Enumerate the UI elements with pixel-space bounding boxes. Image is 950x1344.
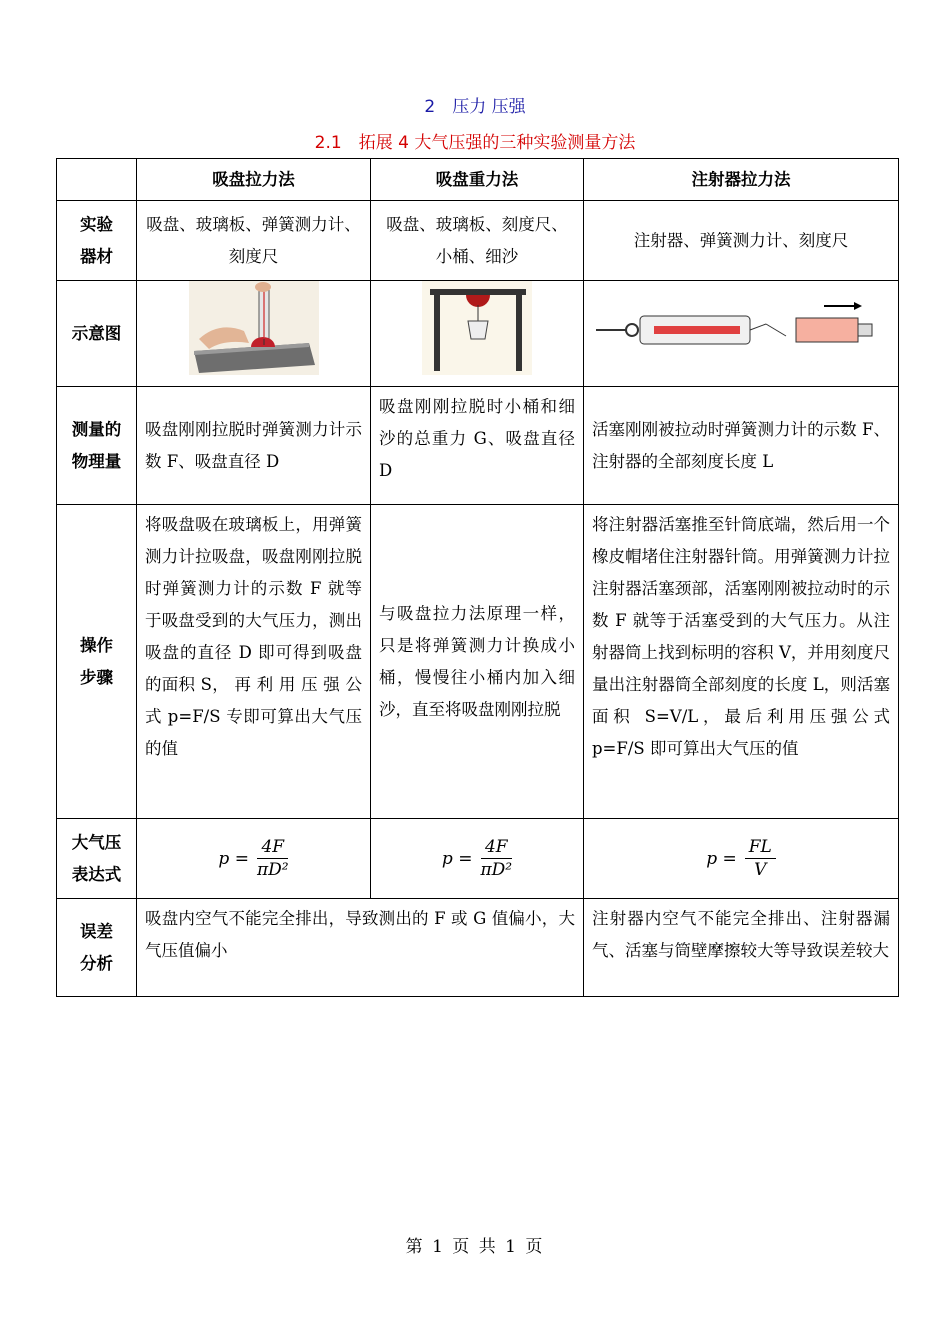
methods-table bbox=[56, 158, 899, 997]
suction-pull-illustration bbox=[189, 281, 319, 375]
equipment-syringe: 注射器、弹簧测力计、刻度尺 bbox=[584, 201, 899, 281]
page-footer: 第 1 页 共 1 页 bbox=[405, 1237, 545, 1257]
formula-suction-weight: p = $\frac{4F}{\text{πD²}}$ bbox=[371, 819, 584, 899]
equipment-suction-weight: 吸盘、玻璃板、刻度尺、小桶、细沙 bbox=[371, 201, 584, 281]
section-heading: 2 压力 压强 bbox=[424, 97, 526, 117]
diagram-suction-pull bbox=[137, 281, 371, 387]
diagram-label: 示意图 bbox=[57, 281, 137, 387]
subsection-heading: 2.1 拓展 4 大气压强的三种实验测量方法 bbox=[314, 133, 636, 153]
header-blank bbox=[57, 159, 137, 201]
formula-row bbox=[57, 819, 899, 899]
steps-row bbox=[57, 505, 899, 819]
formula-label: 大气压 表达式 bbox=[57, 819, 137, 899]
suction-weight-illustration bbox=[422, 281, 532, 375]
diagram-syringe bbox=[584, 281, 899, 387]
equipment-label: 实验 器材 bbox=[57, 201, 137, 281]
error-row bbox=[57, 899, 899, 997]
diagram-suction-weight bbox=[371, 281, 584, 387]
quantity-label: 测量的 物理量 bbox=[57, 387, 137, 505]
error-syringe: 注射器内空气不能完全排出、注射器漏气、活塞与筒壁摩擦较大等导致误差较大 bbox=[584, 899, 899, 997]
equipment-suction-pull: 吸盘、玻璃板、弹簧测力计、刻度尺 bbox=[137, 201, 371, 281]
diagram-row bbox=[57, 281, 899, 387]
quantity-syringe: 活塞刚刚被拉动时弹簧测力计的示数 F、注射器的全部刻度长度 L bbox=[584, 387, 899, 505]
error-label: 误差 分析 bbox=[57, 899, 137, 997]
steps-suction-pull: 将吸盘吸在玻璃板上，用弹簧测力计拉吸盘，吸盘刚刚拉脱时弹簧测力计的示数 F 就等于吸盘受到的大气压力，测出吸盘的直径 D 即可得到吸盘的面积 S， 再 利 用 压 强 公 式 p=F/S 专即可算出大气压的值 bbox=[137, 505, 371, 819]
steps-label: 操作 步骤 bbox=[57, 505, 137, 819]
header-row bbox=[57, 159, 899, 201]
steps-syringe: 将注射器活塞推至针筒底端，然后用一个橡皮帽堵住注射器针筒。用弹簧测力计拉注射器活塞颈部，活塞刚刚被拉动时的示数 F 就等于活塞受到的大气压力。从注射器筒上找到标明的容积 V，并用刻度尺量出注射器筒全部刻度的长度 L，则活塞面积 S=V/L，最后利用压强公式 p=F/S 即可算出大气压的值 bbox=[584, 505, 899, 819]
quantity-suction-pull: 吸盘刚刚拉脱时弹簧测力计示数 F、吸盘直径 D bbox=[137, 387, 371, 505]
equipment-row bbox=[57, 201, 899, 281]
error-suction: 吸盘内空气不能完全排出，导致测出的 F 或 G 值偏小，大气压值偏小 bbox=[137, 899, 584, 997]
header-suction-weight: 吸盘重力法 bbox=[371, 159, 584, 201]
syringe-illustration bbox=[596, 298, 886, 358]
formula-suction-pull: p = $\frac{4F}{\text{πD²}}$ bbox=[137, 819, 371, 899]
header-suction-pull: 吸盘拉力法 bbox=[137, 159, 371, 201]
quantity-suction-weight: 吸盘刚刚拉脱时小桶和细沙的总重力 G、吸盘直径 D bbox=[371, 387, 584, 505]
header-syringe-pull: 注射器拉力法 bbox=[584, 159, 899, 201]
quantity-row bbox=[57, 387, 899, 505]
formula-syringe: p = $\frac{FL}{V}$ bbox=[584, 819, 899, 899]
steps-suction-weight: 与吸盘拉力法原理一样，只是将弹簧测力计换成小桶，慢慢往小桶内加入细沙，直至将吸盘刚刚拉脱 bbox=[371, 505, 584, 819]
